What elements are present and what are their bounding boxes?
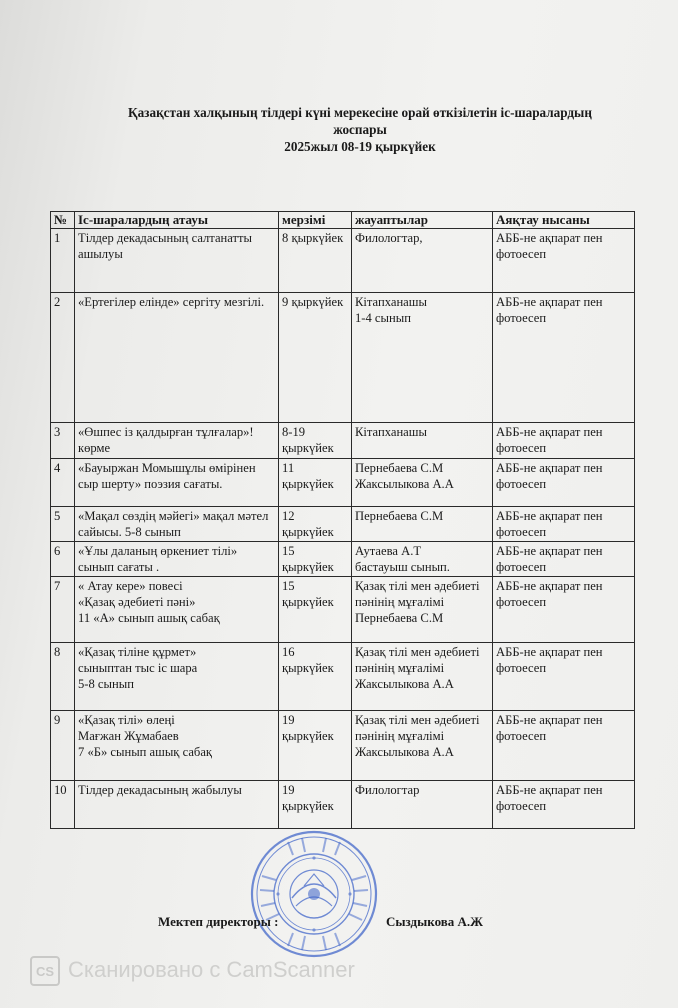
cell-result: АББ-не ақпарат пен фотоесеп (493, 643, 635, 711)
director-name: Сыздыкова А.Ж (386, 914, 484, 929)
cell-responsible: Кітапханашы (352, 423, 493, 459)
title-line-2: жоспары (333, 122, 387, 137)
cell-event: «Қазақ тілі» өлеңі Мағжан Жұмабаев 7 «Б» сынып ашық сабақ (75, 711, 279, 781)
table-row (51, 577, 635, 643)
table-row (51, 459, 635, 507)
header-date: мерзімі (279, 212, 352, 229)
cell-result: АББ-не ақпарат пен фотоесеп (493, 781, 635, 829)
cell-date: 8 қыркүйек (279, 229, 352, 293)
cell-responsible: Қазақ тілі мен әдебиеті пәнінің мұғалімі Жаксылыкова А.А (352, 643, 493, 711)
cell-date: 12 қыркүйек (279, 507, 352, 542)
cell-date: 19 қыркүйек (279, 781, 352, 829)
cell-result: АББ-не ақпарат пен фотоесеп (493, 711, 635, 781)
round-seal-stamp-icon (248, 828, 380, 960)
cell-responsible: Пернебаева С.М Жаксылыкова А.А (352, 459, 493, 507)
header-result: Аяқтау нысаны (493, 212, 635, 229)
cell-number: 5 (51, 507, 75, 542)
table-row (51, 643, 635, 711)
events-table (50, 211, 635, 829)
cell-responsible: Пернебаева С.М (352, 507, 493, 542)
cell-number: 7 (51, 577, 75, 643)
table-row (51, 507, 635, 542)
cell-responsible: Аутаева А.Т бастауыш сынып. (352, 542, 493, 577)
cell-date: 16 қыркүйек (279, 643, 352, 711)
table-row (51, 229, 635, 293)
table-row (51, 711, 635, 781)
cell-number: 4 (51, 459, 75, 507)
cell-date: 8-19 қыркүйек (279, 423, 352, 459)
cell-date: 9 қыркүйек (279, 293, 352, 423)
cell-responsible: Филологтар (352, 781, 493, 829)
cell-event: «Ұлы даланың өркениет тілі» сынып сағаты . (75, 542, 279, 577)
cell-responsible: Кітапханашы 1-4 сынып (352, 293, 493, 423)
cell-event: «Мақал сөздің мәйегі» мақал мәтел сайысы. 5-8 сынып (75, 507, 279, 542)
cell-result: АББ-не ақпарат пен фотоесеп (493, 423, 635, 459)
cell-result: АББ-не ақпарат пен фотоесеп (493, 229, 635, 293)
header-number: № (51, 212, 75, 229)
cell-event: «Бауыржан Момышұлы өмірінен сыр шерту» поэзия сағаты. (75, 459, 279, 507)
table-header-row (51, 212, 635, 229)
cell-result: АББ-не ақпарат пен фотоесеп (493, 542, 635, 577)
cell-event: « Атау кере» повесі «Қазақ әдебиеті пәні» 11 «А» сынып ашық сабақ (75, 577, 279, 643)
cell-date: 15 қыркүйек (279, 542, 352, 577)
cell-date: 11 қыркүйек (279, 459, 352, 507)
cell-number: 3 (51, 423, 75, 459)
document-title (60, 104, 660, 155)
cell-responsible: Қазақ тілі мен әдебиеті пәнінің мұғалімі Пернебаева С.М (352, 577, 493, 643)
cell-event: «Ертегілер елінде» сергіту мезгілі. (75, 293, 279, 423)
director-label: Мектеп директоры : (158, 914, 279, 929)
cell-result: АББ-не ақпарат пен фотоесеп (493, 577, 635, 643)
header-event: Іс-шаралардың атауы (75, 212, 279, 229)
table-row (51, 781, 635, 829)
cell-date: 19 қыркүйек (279, 711, 352, 781)
table-row (51, 542, 635, 577)
camscanner-watermark: Сканировано с CamScanner (68, 957, 355, 982)
cell-number: 1 (51, 229, 75, 293)
cell-event: Тілдер декадасының жабылуы (75, 781, 279, 829)
table-row (51, 423, 635, 459)
cell-event: Тілдер декадасының салтанатты ашылуы (75, 229, 279, 293)
cell-number: 6 (51, 542, 75, 577)
table-row (51, 293, 635, 423)
header-responsible: жауаптылар (352, 212, 493, 229)
table-body (51, 229, 635, 829)
cell-result: АББ-не ақпарат пен фотоесеп (493, 507, 635, 542)
cell-event: «Қазақ тіліне құрмет» сыныптан тыс іс шара 5-8 сынып (75, 643, 279, 711)
cell-result: АББ-не ақпарат пен фотоесеп (493, 293, 635, 423)
title-line-3: 2025жыл 08-19 қыркүйек (284, 139, 436, 154)
cell-number: 9 (51, 711, 75, 781)
cell-responsible: Қазақ тілі мен әдебиеті пәнінің мұғалімі Жаксылыкова А.А (352, 711, 493, 781)
cell-responsible: Филологтар, (352, 229, 493, 293)
cell-result: АББ-не ақпарат пен фотоесеп (493, 459, 635, 507)
cell-number: 2 (51, 293, 75, 423)
cell-event: «Өшпес із қалдырған тұлғалар»! көрме (75, 423, 279, 459)
cell-number: 10 (51, 781, 75, 829)
cell-date: 15 қыркүйек (279, 577, 352, 643)
camscanner-logo-icon: CS (30, 956, 60, 986)
cell-number: 8 (51, 643, 75, 711)
title-line-1: Қазақстан халқының тілдері күні мерекесіне орай өткізілетін іс-шаралардың (128, 105, 592, 120)
